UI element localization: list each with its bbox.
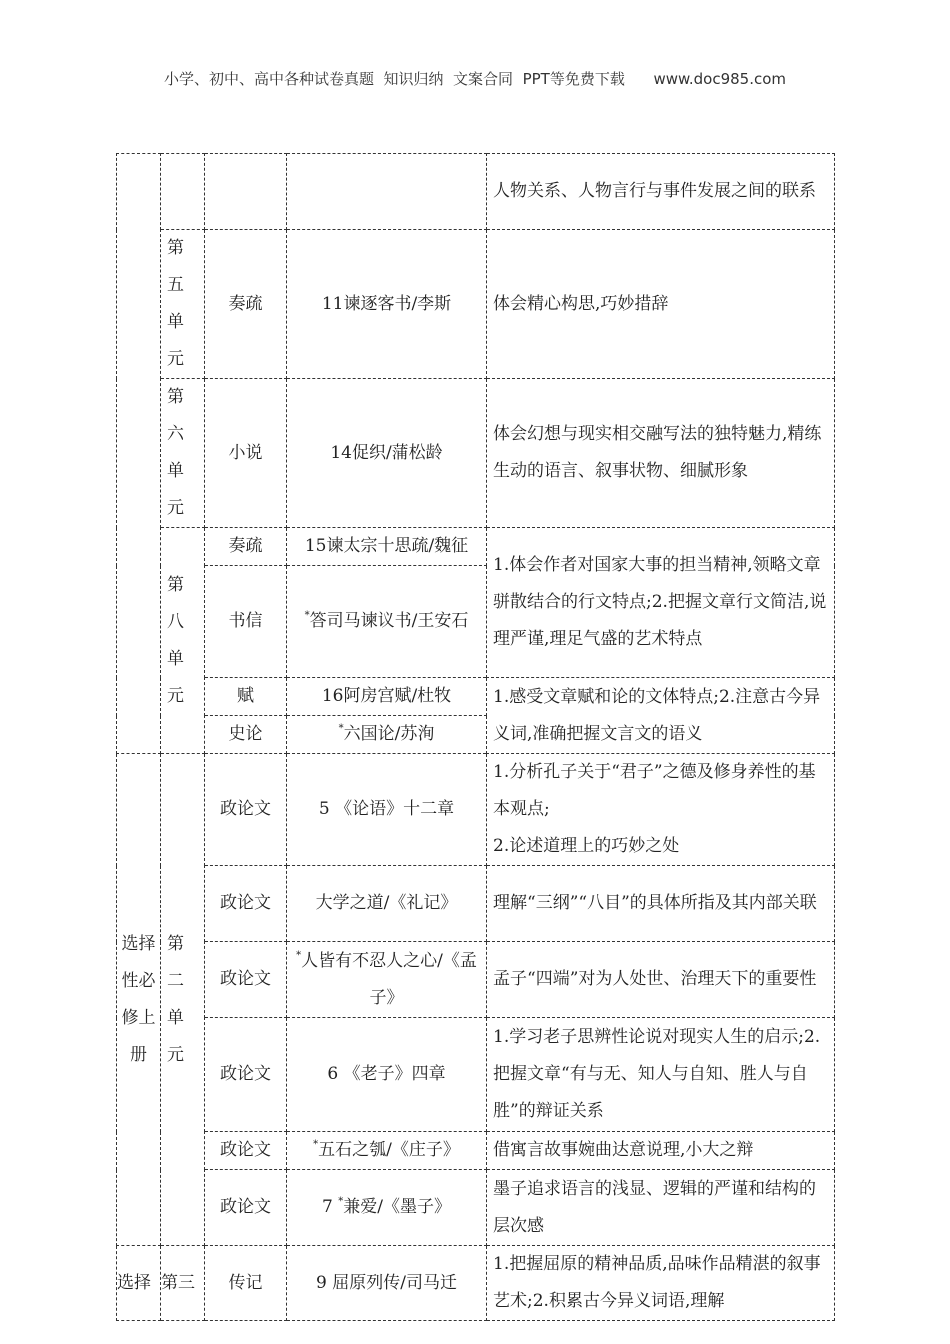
genre-cell: 赋: [205, 678, 287, 716]
title-cell: 15谏太宗十思疏/魏征: [287, 528, 487, 566]
title-cell: 7 *兼爱/《墨子》: [287, 1170, 487, 1246]
title-cell: 5 《论语》十二章: [287, 754, 487, 866]
book-cell: 选择: [117, 1246, 161, 1321]
table-row: [117, 942, 835, 1018]
title-cell: [287, 154, 487, 230]
title-cell: *五石之瓠/《庄子》: [287, 1132, 487, 1170]
title-cell: *六国论/苏洵: [287, 716, 487, 754]
genre-cell: 奏疏: [205, 230, 287, 379]
book-cell: 选择性必修上册: [117, 754, 161, 1246]
title-cell: *答司马谏议书/王安石: [287, 566, 487, 678]
desc-cell: 人物关系、人物言行与事件发展之间的联系: [487, 154, 835, 230]
desc-cell: 1.体会作者对国家大事的担当精神,领略文章骈散结合的行文特点;2.把握文章行文简洁,说理严谨,理足气盛的艺术特点: [487, 528, 835, 678]
title-cell: 14促织/蒲松龄: [287, 379, 487, 528]
unit-cell: 第五单元: [161, 230, 205, 379]
unit-cell: [161, 154, 205, 230]
table-row: [117, 1246, 835, 1321]
star-mark: *: [304, 610, 310, 621]
desc-cell: 1.感受文章赋和论的文体特点;2.注意古今异义词,准确把握文言文的语义: [487, 678, 835, 754]
title-cell: 11谏逐客书/李斯: [287, 230, 487, 379]
genre-cell: 奏疏: [205, 528, 287, 566]
unit-cell: 第二单元: [161, 754, 205, 1246]
page-header: 小学、初中、高中各种试卷真题 知识归纳 文案合同 PPT等免费下载 www.doc985.com: [163, 70, 787, 88]
book-cell: [117, 154, 161, 754]
table-row: [117, 379, 835, 528]
genre-cell: 政论文: [205, 942, 287, 1018]
unit-cell: 第八单元: [161, 528, 205, 754]
genre-cell: 史论: [205, 716, 287, 754]
genre-cell: 政论文: [205, 1132, 287, 1170]
table-row: [117, 1018, 835, 1132]
genre-cell: [205, 154, 287, 230]
table-row: [117, 678, 835, 716]
title-cell: 6 《老子》四章: [287, 1018, 487, 1132]
desc-cell: 体会精心构思,巧妙措辞: [487, 230, 835, 379]
star-mark: *: [296, 949, 302, 961]
title-cell: 16阿房宫赋/杜牧: [287, 678, 487, 716]
desc-cell: 1.分析孔子关于“君子”之德及修身养性的基本观点; 2.论述道理上的巧妙之处: [487, 754, 835, 866]
genre-cell: 小说: [205, 379, 287, 528]
desc-cell: 理解“三纲”“八目”的具体所指及其内部关联: [487, 866, 835, 942]
genre-cell: 政论文: [205, 1170, 287, 1246]
unit-cell: 第六单元: [161, 379, 205, 528]
table-row: [117, 1170, 835, 1246]
table-row: [117, 154, 835, 230]
genre-cell: 书信: [205, 566, 287, 678]
table-row: [117, 230, 835, 379]
genre-cell: 政论文: [205, 866, 287, 942]
genre-cell: 政论文: [205, 754, 287, 866]
star-mark: *: [313, 1139, 319, 1150]
title-cell: *人皆有不忍人之心/《孟子》: [287, 942, 487, 1018]
genre-cell: 政论文: [205, 1018, 287, 1132]
table-row: [117, 1132, 835, 1170]
desc-cell: 孟子“四端”对为人处世、治理天下的重要性: [487, 942, 835, 1018]
star-mark: *: [338, 723, 344, 734]
desc-cell: 1.把握屈原的精神品质,品味作品精湛的叙事艺术;2.积累古今异义词语,理解: [487, 1246, 835, 1321]
title-cell: 大学之道/《礼记》: [287, 866, 487, 942]
genre-cell: 传记: [205, 1246, 287, 1321]
title-cell: 9 屈原列传/司马迁: [287, 1246, 487, 1321]
desc-cell: 墨子追求语言的浅显、逻辑的严谨和结构的层次感: [487, 1170, 835, 1246]
table-row: [117, 528, 835, 566]
desc-cell: 借寓言故事婉曲达意说理,小大之辩: [487, 1132, 835, 1170]
star-mark: *: [338, 1196, 344, 1207]
unit-cell: 第三: [161, 1246, 205, 1321]
desc-cell: 1.学习老子思辨性论说对现实人生的启示;2.把握文章“有与无、知人与自知、胜人与自胜”的辩证关系: [487, 1018, 835, 1132]
table-row: [117, 754, 835, 866]
desc-cell: 体会幻想与现实相交融写法的独特魅力,精练生动的语言、叙事状物、细腻形象: [487, 379, 835, 528]
table-row: [117, 866, 835, 942]
curriculum-table: [116, 153, 835, 1321]
